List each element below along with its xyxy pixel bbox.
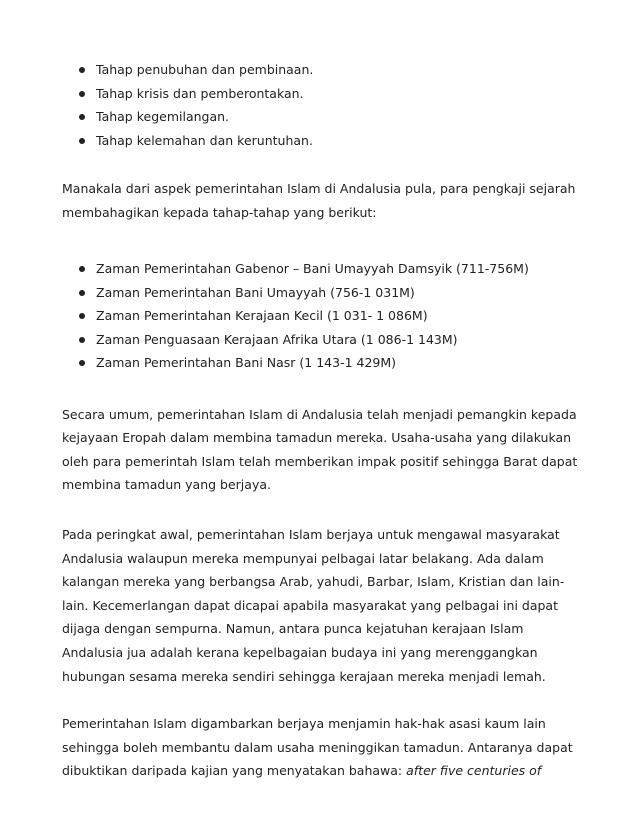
- paragraph-general: [62, 403, 602, 497]
- text-line: dijaga dengan sempurna. Namun, antara punca kejatuhan kerajaan Islam: [62, 621, 524, 637]
- document-page: [62, 58, 602, 783]
- text-line: Secara umum, pemerintahan Islam di Andalusia telah menjadi pemangkin kepada: [62, 406, 577, 422]
- text-line: Pemerintahan Islam digambarkan berjaya menjamin hak-hak asasi kaum lain: [62, 716, 546, 732]
- paragraph-government-stages: [62, 177, 602, 224]
- text-line: hubungan sesama mereka sendiri sehingga kerajaan mereka menjadi lemah.: [62, 668, 546, 684]
- stages-list: [62, 58, 602, 152]
- list-item: Zaman Penguasaan Kerajaan Afrika Utara (1 086-1 143M): [96, 328, 602, 352]
- text-line: sehingga boleh membantu dalam usaha meninggikan tamadun. Antaranya dapat: [62, 739, 573, 755]
- text-line: Andalusia walaupun mereka mempunyai pelbagai latar belakang. Ada dalam: [62, 550, 544, 566]
- italic-quote: after five centuries of: [406, 763, 542, 779]
- text-line: oleh para pemerintah Islam telah memberikan impak positif sehingga Barat dapat: [62, 453, 578, 469]
- eras-list: [62, 257, 602, 375]
- list-item: Tahap kelemahan dan keruntuhan.: [96, 129, 602, 153]
- text-line: membina tamadun yang berjaya.: [62, 477, 271, 493]
- list-item: Zaman Pemerintahan Bani Nasr (1 143-1 429M): [96, 351, 602, 375]
- text-line: lain. Kecemerlangan dapat dicapai apabila masyarakat yang pelbagai ini dapat: [62, 597, 558, 613]
- text-line: Manakala dari aspek pemerintahan Islam di Andalusia pula, para pengkaji sejarah: [62, 181, 576, 196]
- paragraph-early-stage: [62, 523, 602, 688]
- list-item: Zaman Pemerintahan Gabenor – Bani Umayyah Damsyik (711-756M): [96, 257, 602, 281]
- list-item: Zaman Pemerintahan Bani Umayyah (756-1 031M): [96, 281, 602, 305]
- paragraph-human-rights: [62, 712, 602, 783]
- text-line: dibuktikan daripada kajian yang menyatakan bahawa:: [62, 763, 407, 779]
- text-line: kalangan mereka yang berbangsa Arab, yahudi, Barbar, Islam, Kristian dan lain-: [62, 574, 565, 590]
- list-item: Tahap kegemilangan.: [96, 105, 602, 129]
- text-line: Andalusia jua adalah kerana kepelbagaian budaya ini yang merenggangkan: [62, 645, 538, 661]
- text-line: Pada peringkat awal, pemerintahan Islam berjaya untuk mengawal masyarakat: [62, 527, 560, 543]
- list-item: Zaman Pemerintahan Kerajaan Kecil (1 031- 1 086M): [96, 304, 602, 328]
- list-item: Tahap penubuhan dan pembinaan.: [96, 58, 602, 82]
- list-item: Tahap krisis dan pemberontakan.: [96, 82, 602, 106]
- text-line: membahagikan kepada tahap-tahap yang berikut:: [62, 204, 377, 220]
- text-line: kejayaan Eropah dalam membina tamadun mereka. Usaha-usaha yang dilakukan: [62, 430, 572, 446]
